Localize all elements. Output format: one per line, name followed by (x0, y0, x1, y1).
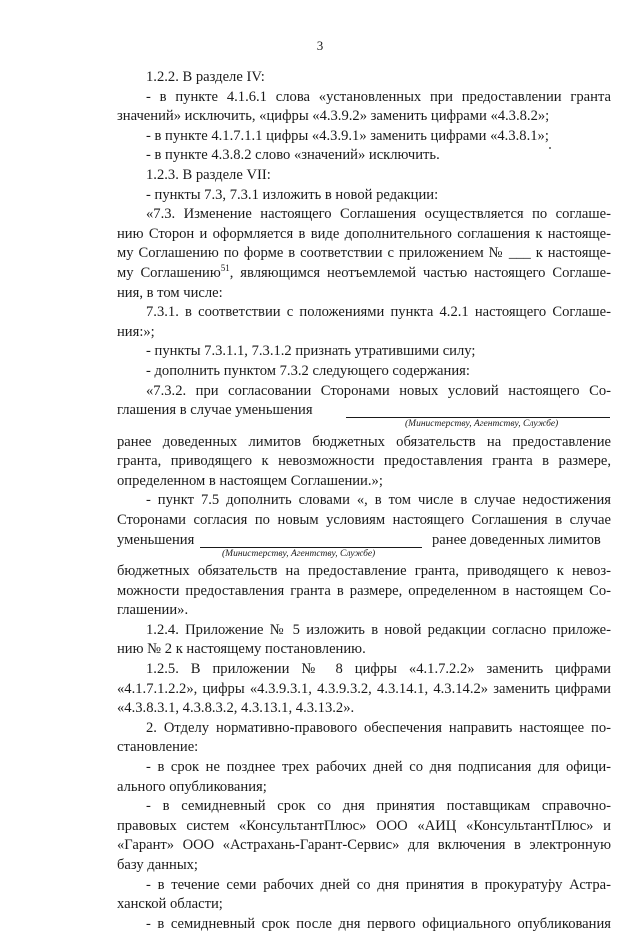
text-line: 1.2.5. В приложении № 8 цифры «4.1.7.2.2» заменить цифрами (146, 661, 611, 677)
text-line: можности предоставления гранта в размере, определенном в настоящем Со- (117, 583, 611, 599)
text-line: - в пункте 4.1.6.1 слова «установленных при предоставлении гранта (146, 89, 611, 105)
text-line: Сторонами согласия по новым условиям настоящего Соглашения в случае (117, 512, 611, 528)
text-line: правовых систем «КонсультантПлюс» ООО «АИЦ «КонсультантПлюс» и (117, 818, 611, 834)
text-line: - в пункте 4.3.8.2 слово «значений» исключить. (146, 147, 440, 163)
text-line: - пункты 7.3.1.1, 7.3.1.2 признать утратившими силу; (146, 343, 476, 359)
text-line: ния:»; (117, 324, 155, 340)
text-line: 1.2.2. В разделе IV: (146, 69, 265, 85)
text-line: значений» исключить, «цифры «4.3.9.2» заменить цифрами «4.3.8.2»; (117, 108, 550, 124)
text-line: «7.3.2. при согласовании Сторонами новых условий настоящего Со- (146, 383, 611, 399)
text-line: «4.3.8.3.1, 4.3.8.3.2, 4.3.13.1, 4.3.13.2». (117, 700, 355, 716)
text-line: 7.3.1. в соответствии с положениями пункта 4.2.1 настоящего Соглаше- (146, 304, 611, 320)
text-line: гранта, приводящего к невозможности предоставления гранта в размере, (117, 453, 611, 469)
text-line: нию Сторон и оформляется в виде дополнительного соглашения к настояще- (117, 226, 611, 242)
text-line: «4.1.7.1.2.2», цифры «4.3.9.3.1, 4.3.9.3.2, 4.3.14.1, 4.3.14.2» заменить цифрами (117, 681, 611, 697)
text-line: - дополнить пунктом 7.3.2 следующего содержания: (146, 363, 470, 379)
text-line: глашения в случае уменьшения (117, 402, 313, 418)
text-line: - в течение семи рабочих дней со дня принятия в прокуратуру Астра- (146, 877, 611, 893)
text-line: - в семидневный срок со дня принятия поставщикам справочно- (146, 798, 611, 814)
fill-in-line (346, 417, 610, 418)
text-line: «Гарант» ООО «Астрахань-Гарант-Сервис» для включения в электронную (117, 837, 611, 853)
text-line: ального опубликования; (117, 779, 267, 795)
field-caption: (Министерству, Агентству, Службе) (405, 419, 559, 429)
page-number: 3 (316, 38, 324, 53)
text-line: уменьшения (117, 532, 195, 548)
text-line: - в пункте 4.1.7.1.1 цифры «4.3.9.1» заменить цифрами «4.3.8.1»; (146, 128, 549, 144)
footnote-ref: 51 (220, 263, 230, 274)
text-line: ранее доведенных лимитов бюджетных обязательств на предоставление (117, 434, 611, 450)
fill-in-line (200, 547, 422, 548)
text-fragment: му Соглашению (117, 265, 221, 281)
text-line: - пункт 7.5 дополнить словами «, в том числе в случае недостижения (146, 492, 611, 508)
text-line: ния, в том числе: (117, 285, 223, 301)
text-line: му Соглашению по форме в соответствии с приложением № ___ к настояще- (117, 245, 611, 261)
text-line: глашении». (117, 602, 189, 618)
text-line: 2. Отделу нормативно-правового обеспечения направить настоящее по- (146, 720, 611, 736)
text-line: 1.2.3. В разделе VII: (146, 167, 271, 183)
text-line: «7.3. Изменение настоящего Соглашения осуществляется по соглаше- (146, 206, 611, 222)
text-line: нию № 2 к настоящему постановлению. (117, 641, 366, 657)
text-line: 1.2.4. Приложение № 5 изложить в новой редакции согласно приложе- (146, 622, 611, 638)
text-line: бюджетных обязательств на предоставление гранта, приводящего к невоз- (117, 563, 611, 579)
text-line: базу данных; (117, 857, 198, 873)
text-line: - пункты 7.3, 7.3.1 изложить в новой редакции: (146, 187, 439, 203)
text-line: определенном в настоящем Соглашении.»; (117, 473, 383, 489)
text-line: ханской области; (117, 896, 223, 912)
text-fragment: , являющимся неотъемлемой частью настоящего Соглаше- (229, 265, 611, 281)
text-line: становление: (117, 739, 199, 755)
text-line (117, 264, 611, 282)
text-line: - в срок не позднее трех рабочих дней со дня подписания для офици- (146, 759, 611, 775)
field-caption: (Министерству, Агентству, Службе) (222, 549, 376, 559)
text-line: ранее доведенных лимитов (432, 532, 601, 548)
text-line: - в семидневный срок после дня первого официального опубликования (146, 916, 611, 932)
